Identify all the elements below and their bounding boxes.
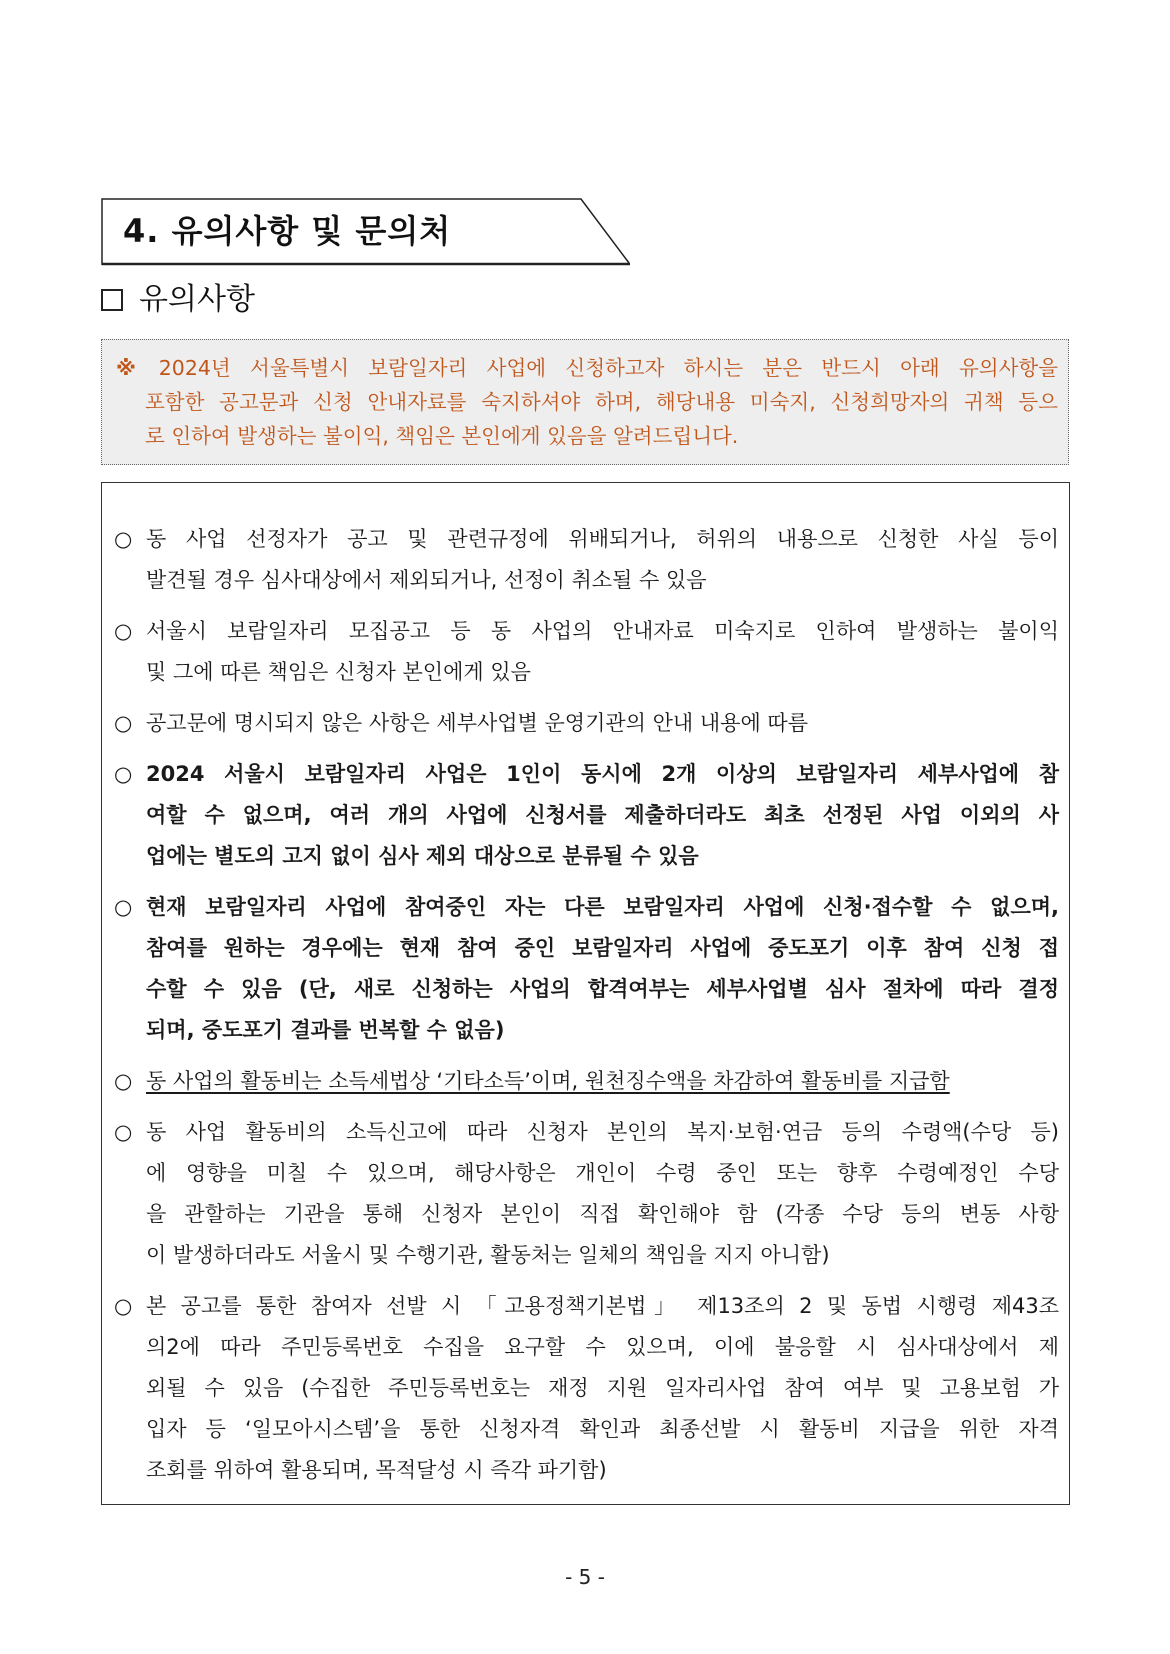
note-line: 발견될 경우 심사대상에서 제외되거나, 선정이 취소될 수 있음 (146, 568, 707, 592)
notice-mark: ※ (116, 356, 149, 380)
note-text: 동 사업 선정자가 공고 및 관련규정에 위배되거나, 허위의 내용으로 신청한 사실 등이 (146, 527, 1059, 551)
note-text: 본 공고를 통한 참여자 선발 시 「고용정책기본법」 제13조의 2 및 동법 시행령 제43조 (146, 1294, 1059, 1318)
bullet-icon: ○ (114, 619, 133, 643)
note-line: 에 영향을 미칠 수 있으며, 해당사항은 개인이 수령 중인 또는 향후 수령예정인 수당 (146, 1161, 1059, 1185)
note-line: 조회를 위하여 활용되며, 목적달성 시 즉각 파기함) (146, 1458, 607, 1482)
note-line (114, 754, 1059, 795)
note-text: 현재 보람일자리 사업에 참여중인 자는 다른 보람일자리 사업에 신청·접수할 수 없으며, (146, 895, 1059, 919)
note-line: 참여를 원하는 경우에는 현재 참여 중인 보람일자리 사업에 중도포기 이후 참여 신청 접 (146, 936, 1059, 960)
bullet-icon: ○ (114, 527, 133, 551)
bullet-icon: ○ (114, 895, 133, 919)
note-line (114, 1061, 1059, 1102)
bullet-icon: ○ (114, 711, 133, 735)
note-line (114, 1286, 1059, 1327)
note-line: 및 그에 따른 책임은 신청자 본인에게 있음 (146, 660, 531, 684)
page-number: - 5 - (565, 1565, 605, 1589)
notice-line-1 (116, 351, 1058, 385)
notice-line-2: 포함한 공고문과 신청 안내자료를 숙지하셔야 하며, 해당내용 미숙지, 신청희망자의 귀책 등으 (145, 390, 1058, 414)
section-header (101, 198, 631, 266)
bullet-icon: ○ (114, 1069, 133, 1093)
note-item (114, 754, 1059, 877)
note-text: 동 사업 활동비의 소득신고에 따라 신청자 본인의 복지·보험·연금 등의 수령액(수당 등) (146, 1120, 1059, 1144)
note-line: 의2에 따라 주민등록번호 수집을 요구할 수 있으며, 이에 불응할 시 심사대상에서 제 (146, 1335, 1059, 1359)
notes-box (101, 482, 1070, 1505)
notice-line-3: 로 인하여 발생하는 불이익, 책임은 본인에게 있음을 알려드립니다. (145, 424, 739, 448)
note-line (114, 519, 1059, 560)
note-line: 되며, 중도포기 결과를 번복할 수 없음) (146, 1018, 505, 1042)
note-line: 외될 수 있음 (수집한 주민등록번호는 재정 지원 일자리사업 참여 여부 및 고용보험 가 (146, 1376, 1059, 1400)
bullet-icon: ○ (114, 1294, 133, 1318)
checkbox-icon (101, 289, 123, 311)
note-line: 을 관할하는 기관을 통해 신청자 본인이 직접 확인해야 함 (각종 수당 등의 변동 사항 (146, 1202, 1059, 1226)
bullet-icon: ○ (114, 1120, 133, 1144)
sub-heading-text: 유의사항 (139, 282, 255, 317)
bullet-icon: ○ (114, 762, 133, 786)
note-line: 여할 수 없으며, 여러 개의 사업에 신청서를 제출하더라도 최초 선정된 사업 이외의 사 (146, 803, 1059, 827)
note-line (114, 703, 1059, 744)
note-item (114, 1112, 1059, 1276)
note-item (114, 1061, 1059, 1102)
notice-text: 2024년 서울특별시 보람일자리 사업에 신청하고자 하시는 분은 반드시 아래 유의사항을 (158, 356, 1058, 380)
notice-box (101, 339, 1069, 465)
note-item (114, 887, 1059, 1051)
note-item (114, 611, 1059, 693)
note-item (114, 519, 1059, 601)
note-text: 공고문에 명시되지 않은 사항은 세부사업별 운영기관의 안내 내용에 따름 (146, 711, 808, 735)
note-line: 이 발생하더라도 서울시 및 수행기관, 활동처는 일체의 책임을 지지 아니함) (146, 1243, 830, 1267)
note-line (114, 1112, 1059, 1153)
note-line: 입자 등 ‘일모아시스템’을 통한 신청자격 확인과 최종선발 시 활동비 지급을 위한 자격 (146, 1417, 1059, 1441)
section-title: 4. 유의사항 및 문의처 (123, 212, 452, 250)
note-item (114, 1286, 1059, 1491)
note-line: 업에는 별도의 고지 없이 심사 제외 대상으로 분류될 수 있음 (146, 844, 699, 868)
note-text: 서울시 보람일자리 모집공고 등 동 사업의 안내자료 미숙지로 인하여 발생하는 불이익 (146, 619, 1059, 643)
note-item (114, 703, 1059, 744)
note-text: 2024 서울시 보람일자리 사업은 1인이 동시에 2개 이상의 보람일자리 세부사업에 참 (146, 762, 1059, 786)
sub-heading (101, 278, 255, 322)
note-line (114, 611, 1059, 652)
note-line: 수할 수 있음 (단, 새로 신청하는 사업의 합격여부는 세부사업별 심사 절차에 따라 결정 (146, 977, 1059, 1001)
note-text-underlined: 동 사업의 활동비는 소득세법상 ‘기타소득’이며, 원천징수액을 차감하여 활동비를 지급함 (146, 1069, 950, 1093)
note-line (114, 887, 1059, 928)
